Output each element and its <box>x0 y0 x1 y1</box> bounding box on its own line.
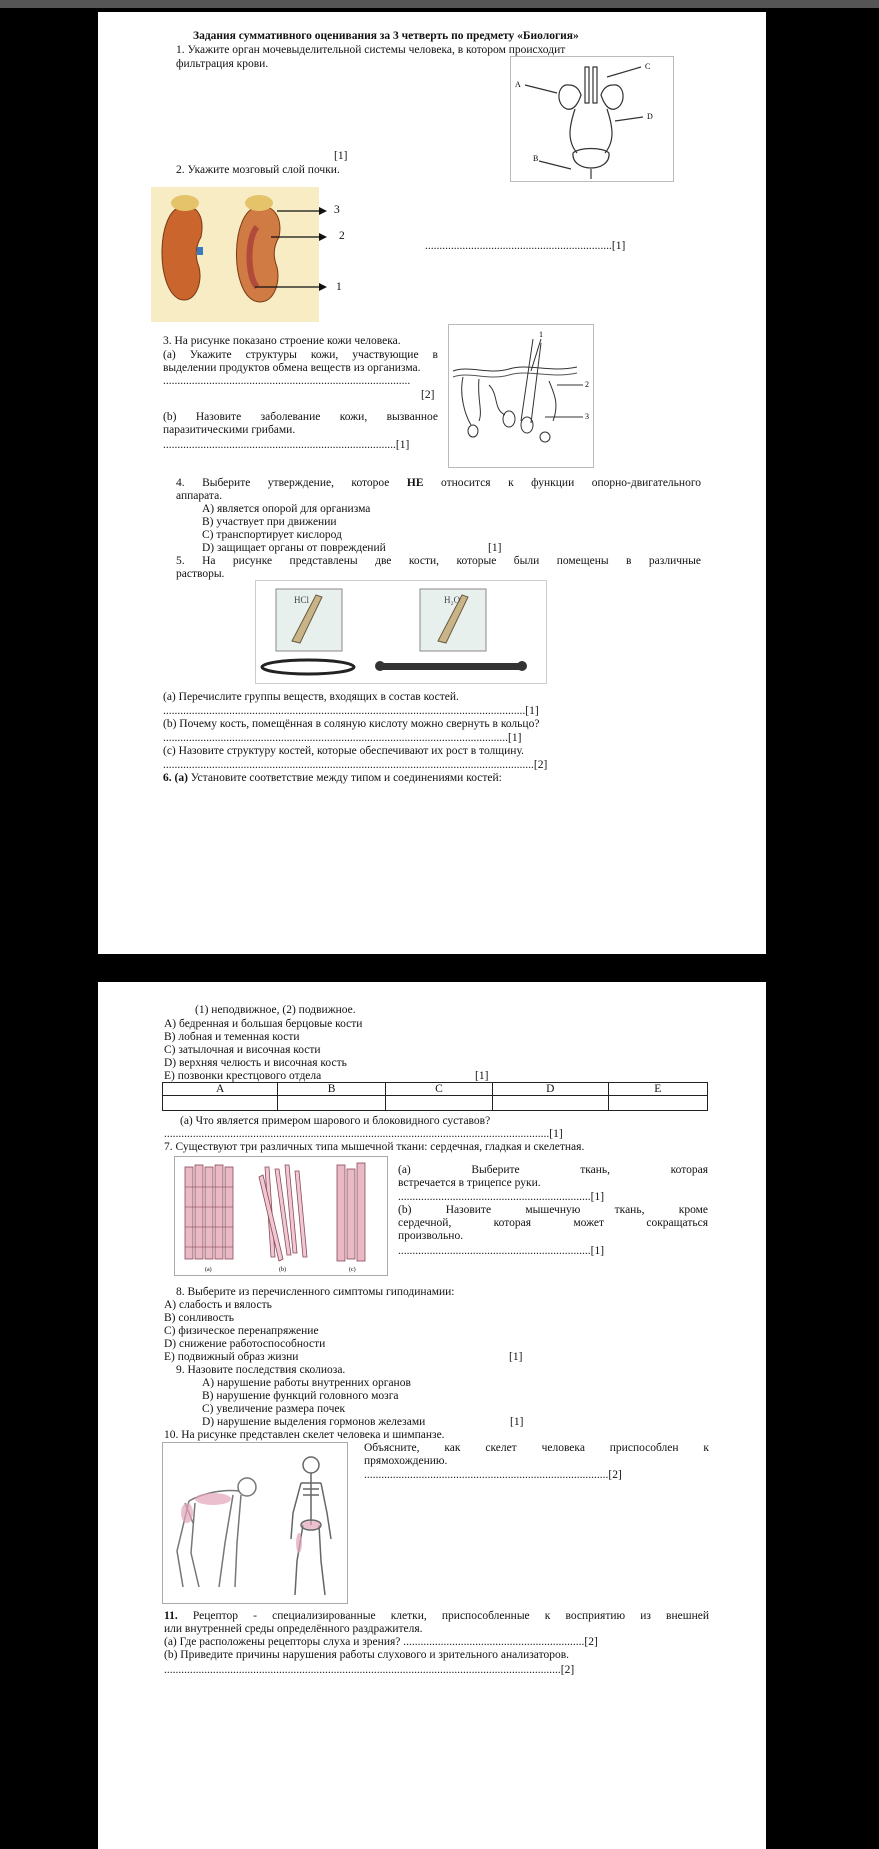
q6-types: (1) неподвижное, (2) подвижное. <box>195 1004 356 1016</box>
q9-option-a[interactable]: A) нарушение работы внутренних органов <box>202 1377 411 1389</box>
kidney-label-1: 1 <box>336 281 342 293</box>
q8-heading: 8. Выберите из перечисленного симптомы гиподинамии: <box>176 1286 455 1298</box>
q5a-text: (a) Перечислите группы веществ, входящих в состав костей. <box>163 691 459 703</box>
q7b-text-cont2: произвольно. <box>398 1230 464 1242</box>
q7b-answer-line[interactable]: ...................................................................[1] <box>398 1245 605 1257</box>
q11-heading-cont: или внутренней среды определённого раздражителя. <box>164 1623 423 1635</box>
q6-option-b: B) лобная и теменная кости <box>164 1031 300 1043</box>
q4-heading: 4. Выберите утверждение, которое НЕ относится к функции опорно-двигательного <box>176 477 701 489</box>
q6-option-c: C) затылочная и височная кости <box>164 1044 321 1056</box>
q6-option-e: E) позвонки крестцового отдела <box>164 1070 322 1082</box>
q4-option-d[interactable]: D) защищает органы от повреждений <box>202 542 386 554</box>
q5-heading-cont: растворы. <box>176 568 225 580</box>
q3b-text: (b) Назовите заболевание кожи, вызванное <box>163 411 438 423</box>
fig1-label-d: D <box>647 112 653 121</box>
q4-option-a[interactable]: A) является опорой для организма <box>202 503 371 515</box>
q11-heading: 11. Рецептор - специализированные клетки, приспособленные к восприятию из внешней <box>164 1610 709 1622</box>
answer-cell-b[interactable] <box>278 1096 385 1111</box>
col-header-d: D <box>493 1083 608 1096</box>
col-header-a: A <box>163 1083 278 1096</box>
col-header-e: E <box>608 1083 708 1096</box>
q10-question-cont: прямохождению. <box>364 1455 448 1467</box>
col-header-b: B <box>278 1083 385 1096</box>
q7b-text-cont: сердечной, которая может сокращаться <box>398 1217 708 1229</box>
q1-mark: [1] <box>334 150 348 162</box>
q7a-answer-line[interactable]: ...................................................................[1] <box>398 1191 605 1203</box>
q4-mark: [1] <box>488 542 502 554</box>
answer-cell-a[interactable] <box>163 1096 278 1111</box>
q10-heading: 10. На рисунке представлен скелет человека и шимпанзе. <box>164 1429 445 1441</box>
q9-heading: 9. Назовите последствия сколиоза. <box>176 1364 346 1376</box>
q2-answer-line[interactable]: .................................................................[1] <box>425 240 626 252</box>
col-header-c: C <box>385 1083 492 1096</box>
q6-option-a: A) бедренная и большая берцовые кости <box>164 1018 363 1030</box>
q5c-answer-line[interactable]: .................................................................................................................................[2] <box>163 759 548 771</box>
q5-heading: 5. На рисунке представлены две кости, которые были помещены в различные <box>176 555 701 567</box>
q11b-answer-line[interactable]: ..........................................................................................................................................[2] <box>164 1664 575 1676</box>
skeletons-figure <box>162 1442 348 1604</box>
q11b-text: (b) Приведите причины нарушения работы слухового и зрительного анализаторов. <box>164 1649 570 1661</box>
q4-heading-cont: аппарата. <box>176 490 223 502</box>
q9-mark: [1] <box>510 1416 524 1428</box>
answer-cell-e[interactable] <box>608 1096 708 1111</box>
q8-option-b[interactable]: B) сонливость <box>164 1312 235 1324</box>
q8-mark: [1] <box>509 1351 523 1363</box>
q9-option-c[interactable]: C) увеличение размера почек <box>202 1403 346 1415</box>
q8-option-e[interactable]: E) подвижный образ жизни <box>164 1351 299 1363</box>
table-header-row <box>163 1083 708 1096</box>
q10-question: Объясните, как скелет человека приспособлен к <box>364 1442 709 1454</box>
q9-option-d[interactable]: D) нарушение выделения гормонов железами <box>202 1416 426 1428</box>
q1-text: 1. Укажите орган мочевыделительной системы человека, в котором происходит <box>176 44 566 56</box>
kidney-label-3: 3 <box>334 204 340 216</box>
q4-option-b[interactable]: B) участвует при движении <box>202 516 337 528</box>
q11a-text[interactable]: (a) Где расположены рецепторы слуха и зрения? ...............................................................[2] <box>164 1636 598 1648</box>
q10-answer-line[interactable]: .....................................................................................[2] <box>364 1469 622 1481</box>
q3a-text: (a) Укажите структуры кожи, участвующие в <box>163 349 438 361</box>
q6b-answer-line[interactable]: ......................................................................................................................................[1] <box>164 1128 563 1140</box>
answer-cell-c[interactable] <box>385 1096 492 1111</box>
kidney-figure <box>151 187 319 322</box>
q5b-answer-line[interactable]: ........................................................................................................................[1] <box>163 732 522 744</box>
fig1-label-b: B <box>533 154 539 163</box>
worksheet-page-2 <box>98 982 766 1849</box>
q6-match-table <box>162 1082 708 1111</box>
q7b-text: (b) Назовите мышечную ткань, кроме <box>398 1204 708 1216</box>
muscle-tissue-figure <box>174 1156 388 1276</box>
kidney-label-2: 2 <box>339 230 345 242</box>
skin-structure-figure <box>448 324 594 468</box>
fig1-label-c: C <box>645 62 651 71</box>
skin-label-1: 1 <box>539 330 543 339</box>
urinary-system-figure <box>510 56 674 182</box>
q8-option-d[interactable]: D) снижение работоспособности <box>164 1338 326 1350</box>
q7-heading: 7. Существуют три различных типа мышечной ткани: сердечная, гладкая и скелетная. <box>164 1141 585 1153</box>
q3-intro: 3. На рисунке показано строение кожи человека. <box>163 335 401 347</box>
q3b-text-cont: паразитическими грибами. <box>163 424 296 436</box>
q6-option-d: D) верхняя челюсть и височная кость <box>164 1057 347 1069</box>
q3a-text-cont: выделении продуктов обмена веществ из организма. <box>163 362 421 374</box>
q2-text: 2. Укажите мозговый слой почки. <box>176 164 340 176</box>
muscle-label-a: (a) <box>205 1267 212 1273</box>
skin-label-3: 3 <box>585 412 589 421</box>
worksheet-page-1 <box>98 12 766 954</box>
skin-label-2: 2 <box>585 380 589 389</box>
glass-label-h2o: H₂O <box>444 595 461 605</box>
q7a-text-cont: встречается в трицепсе руки. <box>398 1177 541 1189</box>
q5a-answer-line[interactable]: ..............................................................................................................................[1] <box>163 705 539 717</box>
q4-option-c[interactable]: C) транспортирует кислород <box>202 529 342 541</box>
q1-text-cont: фильтрация крови. <box>176 58 269 70</box>
table-answer-row <box>163 1096 708 1111</box>
q9-option-b[interactable]: B) нарушение функций головного мозга <box>202 1390 399 1402</box>
q3a-answer-line[interactable]: ...................................................................................... <box>163 375 411 387</box>
muscle-label-b: (b) <box>279 1267 286 1273</box>
q3b-answer-line[interactable]: .................................................................................[1] <box>163 439 410 451</box>
q3a-mark: [2] <box>421 389 435 401</box>
answer-cell-d[interactable] <box>493 1096 608 1111</box>
page-title: Задания суммативного оценивания за 3 четверть по предмету «Биология» <box>193 30 579 42</box>
glass-label-hcl: HCl <box>294 595 310 605</box>
q8-option-c[interactable]: C) физическое перенапряжение <box>164 1325 319 1337</box>
q5c-text: (c) Назовите структуру костей, которые обеспечивают их рост в толщину. <box>163 745 524 757</box>
muscle-label-c: (c) <box>349 1267 356 1273</box>
q6-mark: [1] <box>475 1070 489 1082</box>
q5b-text: (b) Почему кость, помещённая в соляную кислоту можно свернуть в кольцо? <box>163 718 540 730</box>
window-top-bar <box>0 0 879 8</box>
bones-in-solutions-figure <box>255 580 547 684</box>
q7a-text: (a) Выберите ткань, которая <box>398 1164 708 1176</box>
q8-option-a[interactable]: A) слабость и вялость <box>164 1299 272 1311</box>
q6-heading: 6. (a) Установите соответствие между типом и соединениями костей: <box>163 772 502 784</box>
q6b-text: (a) Что является примером шарового и блоковидного суставов? <box>180 1115 491 1127</box>
fig1-label-a: A <box>515 80 521 89</box>
